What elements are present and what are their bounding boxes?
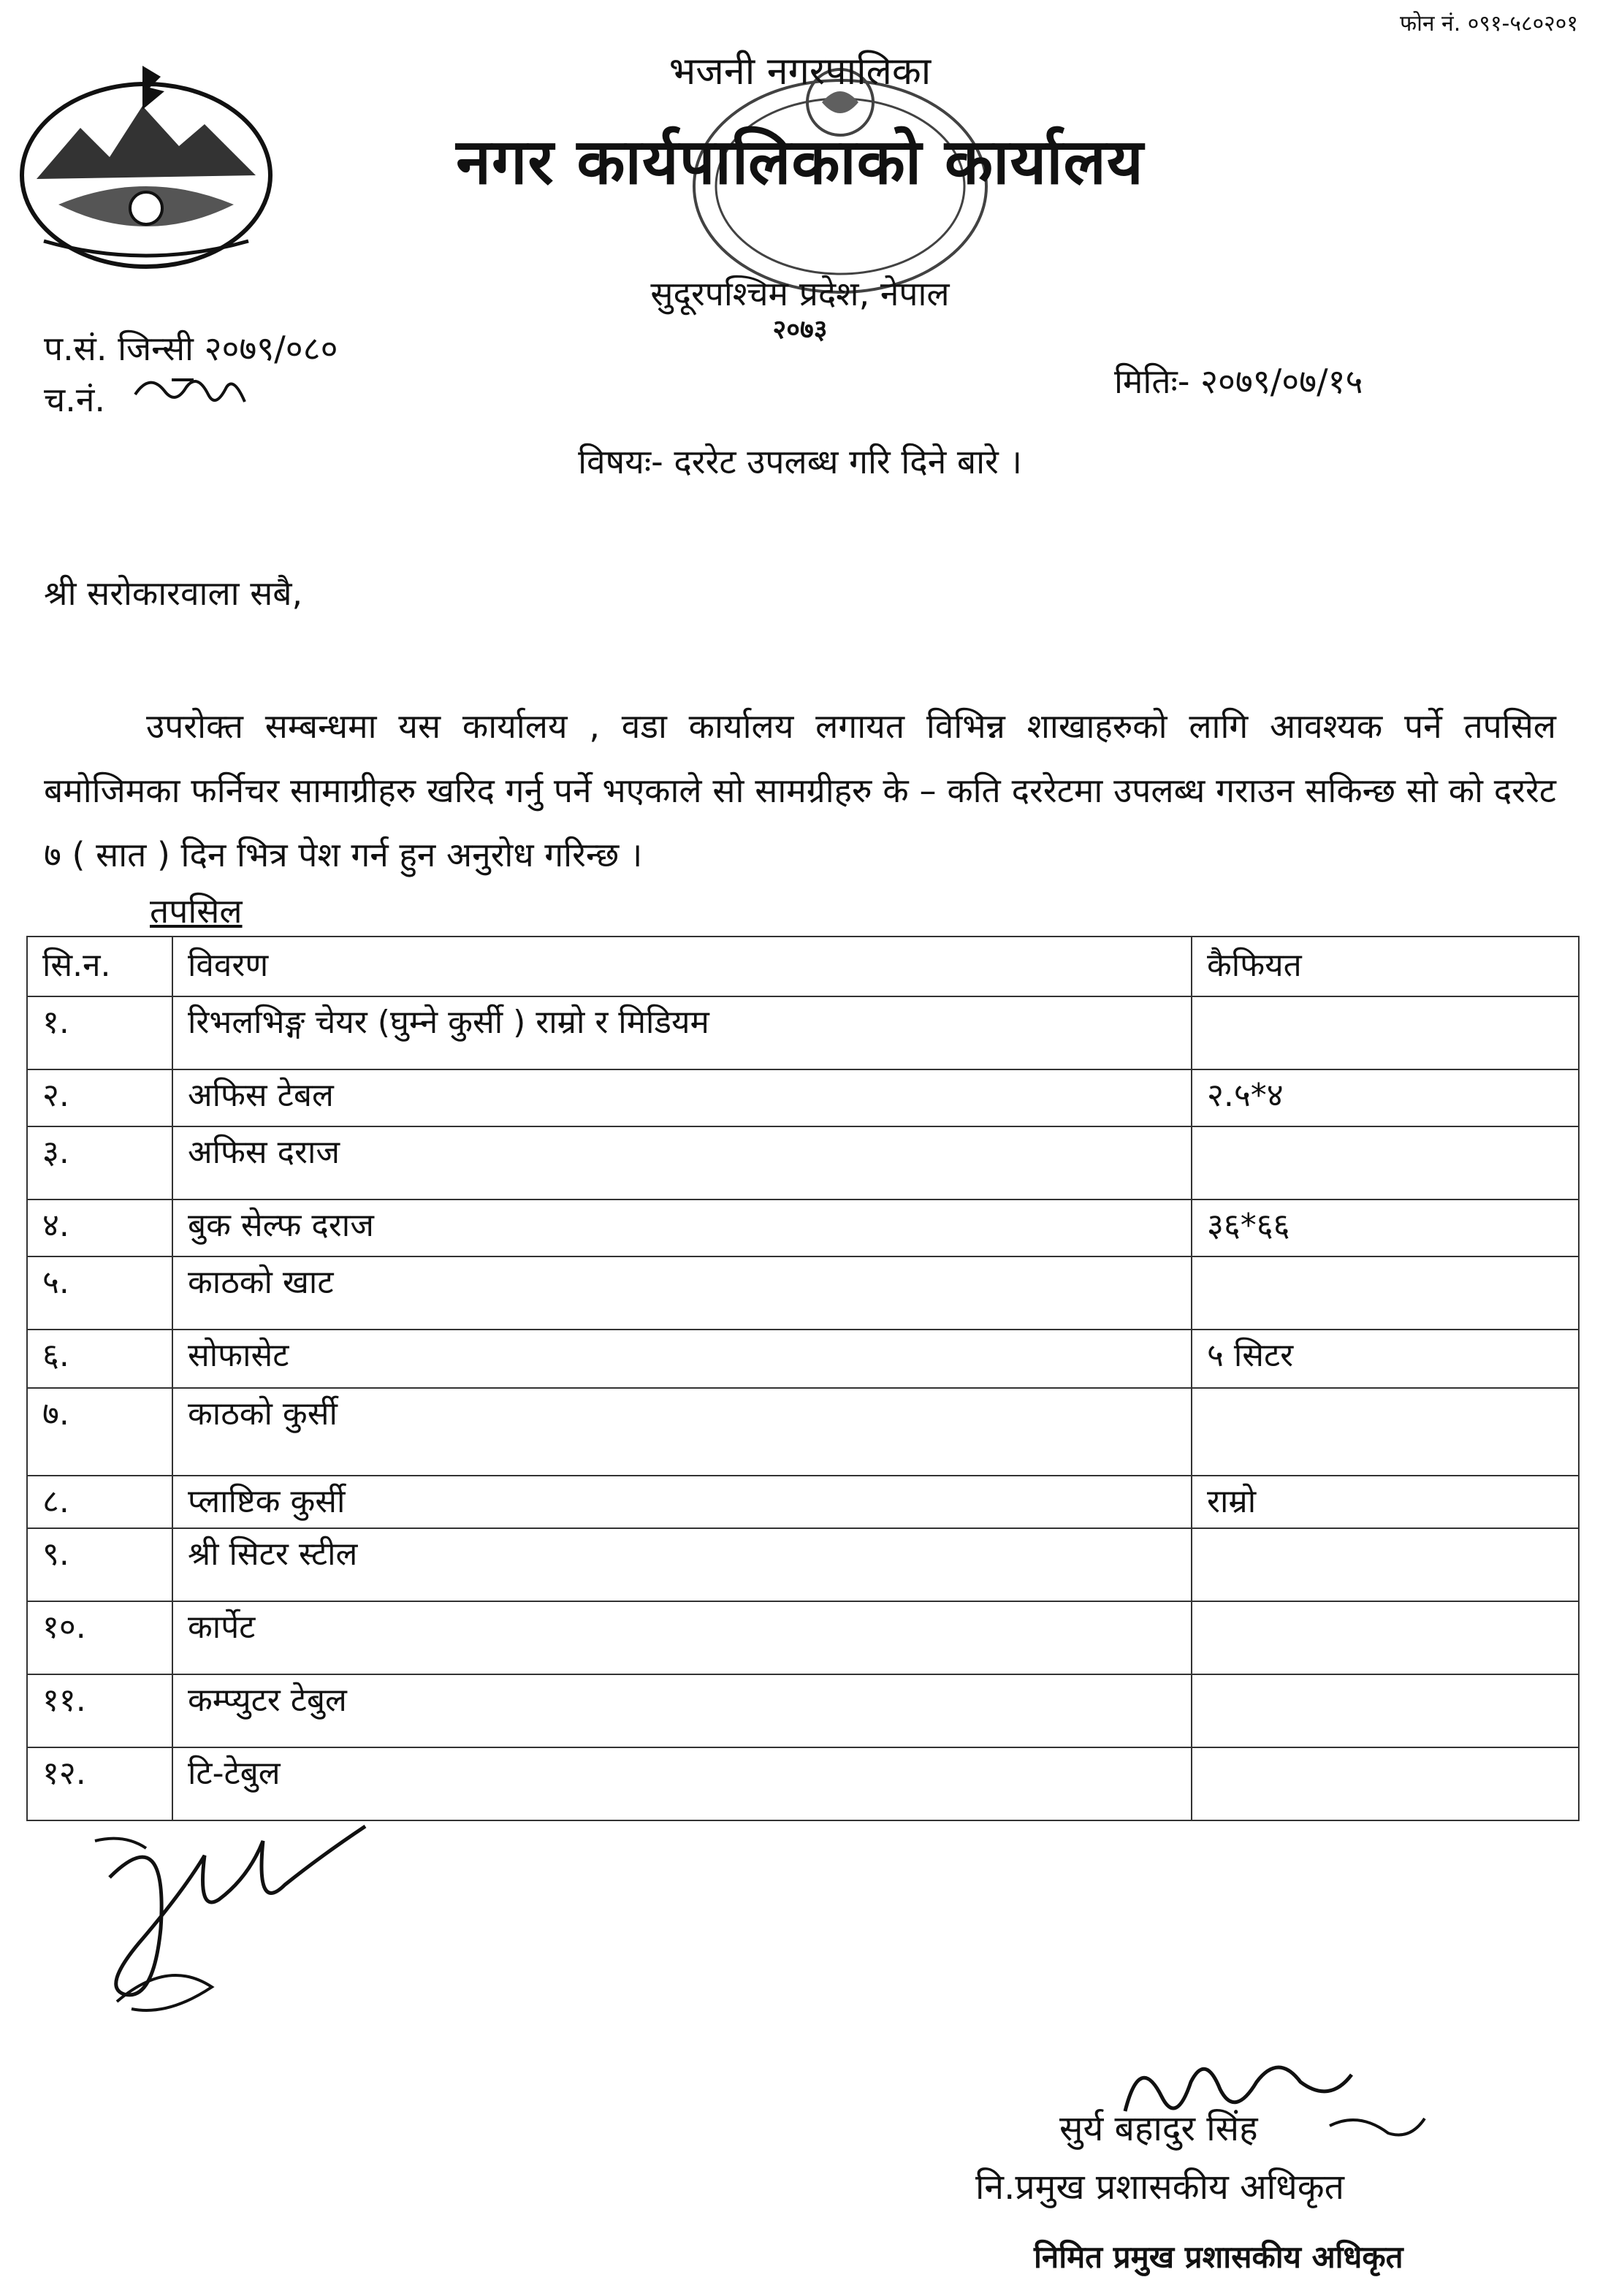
row-serial: ४. xyxy=(27,1200,172,1256)
row-remark: ३६*६६ xyxy=(1192,1200,1579,1256)
header-remarks: कैफियत xyxy=(1192,937,1579,996)
row-item: टि-टेबुल xyxy=(172,1747,1192,1820)
row-item: कार्पेट xyxy=(172,1601,1192,1674)
row-item: श्री सिटर स्टील xyxy=(172,1528,1192,1601)
table-row xyxy=(27,1200,1579,1256)
left-signature xyxy=(80,1812,387,2031)
table-row xyxy=(27,1601,1579,1674)
table-row xyxy=(27,1528,1579,1601)
patra-sankhya: प.सं. जिन्सी २०७९/०८० xyxy=(44,329,338,368)
row-remark xyxy=(1192,1256,1579,1330)
table-row xyxy=(27,1476,1579,1528)
row-serial: ९. xyxy=(27,1528,172,1601)
row-item: प्लाष्टिक कुर्सी xyxy=(172,1476,1192,1528)
row-remark xyxy=(1192,1528,1579,1601)
row-item: काठको खाट xyxy=(172,1256,1192,1330)
table-row xyxy=(27,1747,1579,1820)
table-row xyxy=(27,1330,1579,1388)
row-serial: ६. xyxy=(27,1330,172,1388)
designation-stamp: निमित प्रमुख प्रशासकीय अधिकृत xyxy=(1034,2239,1403,2275)
letter-date: मितिः- २०७९/०७/१५ xyxy=(1114,362,1363,401)
row-serial: ५. xyxy=(27,1256,172,1330)
row-item: अफिस दराज xyxy=(172,1126,1192,1200)
phone-number: फोन नं. ०९१-५८०२०१ xyxy=(1399,11,1578,37)
row-remark: २.५*४ xyxy=(1192,1069,1579,1126)
row-remark: राम्रो xyxy=(1192,1476,1579,1528)
table-header-row xyxy=(27,937,1579,996)
table-title: तपसिल xyxy=(150,891,243,931)
municipality-name: भजनी नगरपालिका xyxy=(668,50,932,94)
table-row xyxy=(27,1674,1579,1747)
row-item: काठको कुर्सी xyxy=(172,1388,1192,1476)
table-row xyxy=(27,1126,1579,1200)
table-row xyxy=(27,1388,1579,1476)
row-remark: ५ सिटर xyxy=(1192,1330,1579,1388)
establishment-year: २०७३ xyxy=(772,315,828,345)
chalan-label: च.नं. xyxy=(44,380,105,419)
row-serial: १२. xyxy=(27,1747,172,1820)
header-serial: सि.न. xyxy=(27,937,172,996)
signatory-designation: नि.प्रमुख प्रशासकीय अधिकृत xyxy=(975,2167,1344,2208)
header-description: विवरण xyxy=(172,937,1192,996)
row-remark xyxy=(1192,1388,1579,1476)
chalan-number-handwritten xyxy=(128,365,252,424)
row-item: रिभलभिङ्ग चेयर (घुम्ने कुर्सी ) राम्रो र मिडियम xyxy=(172,996,1192,1069)
row-item: सोफासेट xyxy=(172,1330,1192,1388)
row-serial: ७. xyxy=(27,1388,172,1476)
row-serial: ८. xyxy=(27,1476,172,1528)
letter-subject: विषयः- दररेट उपलब्ध गरि दिने बारे । xyxy=(578,442,1022,481)
row-serial: ११. xyxy=(27,1674,172,1747)
table-row xyxy=(27,1069,1579,1126)
table-row xyxy=(27,996,1579,1069)
salutation: श्री सरोकारवाला सबै, xyxy=(44,573,303,613)
row-item: कम्प्युटर टेबुल xyxy=(172,1674,1192,1747)
items-table xyxy=(26,936,1580,1821)
office-title: नगर कार्यपालिकाको कार्यालय xyxy=(456,126,1144,199)
row-serial: १०. xyxy=(27,1601,172,1674)
row-item: बुक सेल्फ दराज xyxy=(172,1200,1192,1256)
signatory-name: सुर्य बहादुर सिंह xyxy=(1059,2108,1258,2149)
row-serial: २. xyxy=(27,1069,172,1126)
row-remark xyxy=(1192,996,1579,1069)
row-remark xyxy=(1192,1601,1579,1674)
letter-body: उपरोक्त सम्बन्धमा यस कार्यालय , वडा कार्यालय लगायत विभिन्न शाखाहरुको लागि आवश्यक पर्ने तपसिल बमोजिमका फर्निचर सामाग्रीहरु खरिद गर्नु पर्ने भएकाले सो सामग्रीहरु के – कति दररेटमा उपलब्ध गराउन सकिन्छ सो को दररेट ७ ( सात ) दिन भित्र पेश गर्न हुन अनुरोध गरिन्छ । xyxy=(44,706,1556,874)
table-row xyxy=(27,1256,1579,1330)
row-remark xyxy=(1192,1747,1579,1820)
row-remark xyxy=(1192,1674,1579,1747)
office-address: सुदूरपश्चिम प्रदेश, नेपाल xyxy=(650,274,950,313)
row-serial: ३. xyxy=(27,1126,172,1200)
row-serial: १. xyxy=(27,996,172,1069)
row-remark xyxy=(1192,1126,1579,1200)
row-item: अफिस टेबल xyxy=(172,1069,1192,1126)
